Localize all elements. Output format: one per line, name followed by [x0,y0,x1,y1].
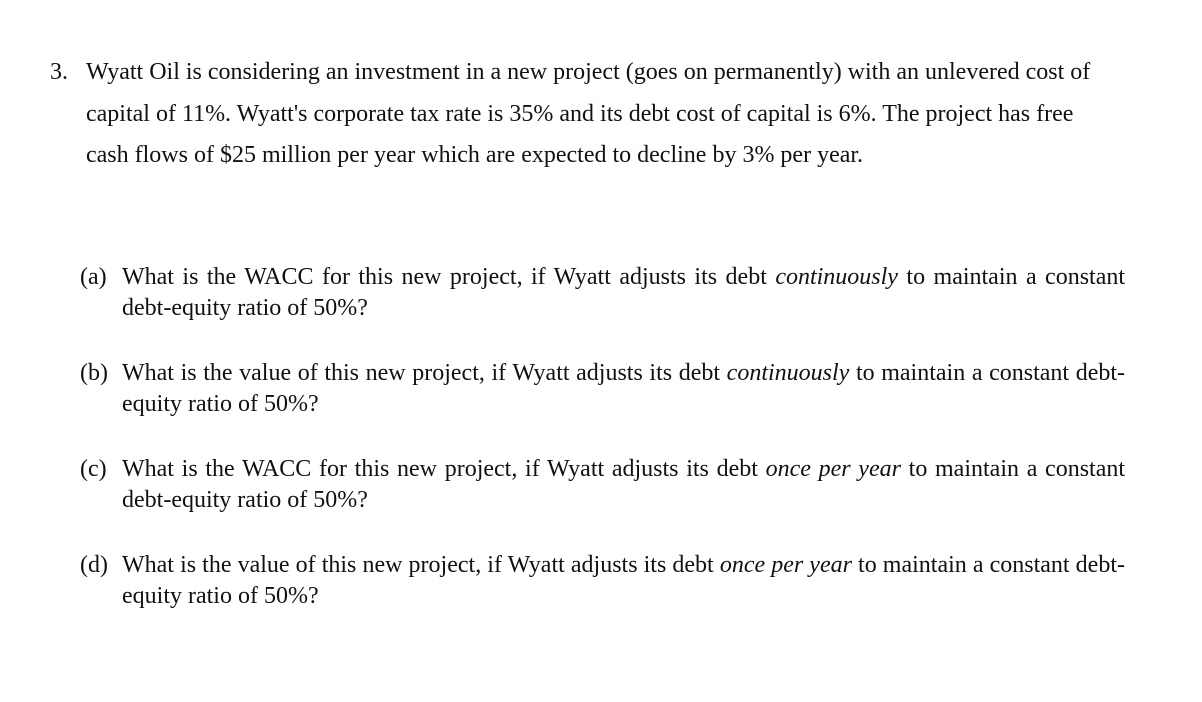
part-text-before: What is the WACC for this new project, if Wyatt adjusts its debt [122,456,758,482]
part-text-emphasis: once per year [719,552,852,578]
part-text-after: to maintain a constant debt-equity ratio of 50%? [122,456,1126,513]
part-text-before: What is the value of this new project, if Wyatt adjusts its debt [122,552,714,578]
problem-number: 3. [50,59,68,85]
part-text-after: to maintain a constant debt-equity ratio of 50%? [122,360,1126,417]
part-c [80,454,1125,516]
part-text-after: to maintain a constant debt-equity ratio of 50%? [122,264,1126,321]
part-b [80,358,1125,420]
part-label: (d) [80,552,108,578]
part-text-emphasis: once per year [765,456,901,482]
part-a [80,262,1125,324]
part-d [80,550,1125,612]
part-label: (c) [80,456,107,482]
problem-intro-text: Wyatt Oil is considering an investment in a new project (goes on permanently) with an unlevered cost of capital of 11%. Wyatt's corporate tax rate is 35% and its debt cost of capital is 6%. The project has free cash flows of $25 million per year which are expected to decline by 3% per year. [86,59,1091,168]
part-text-emphasis: continuously [726,360,850,386]
problem-parts [80,262,1125,646]
problem-intro [50,52,1112,177]
part-text-before: What is the WACC for this new project, if Wyatt adjusts its debt [122,264,767,290]
part-text-emphasis: continuously [775,264,898,290]
part-text-before: What is the value of this new project, if Wyatt adjusts its debt [122,360,721,386]
part-text-after: to maintain a constant debt-equity ratio of 50%? [122,552,1125,609]
part-label: (a) [80,264,107,290]
part-label: (b) [80,360,108,386]
